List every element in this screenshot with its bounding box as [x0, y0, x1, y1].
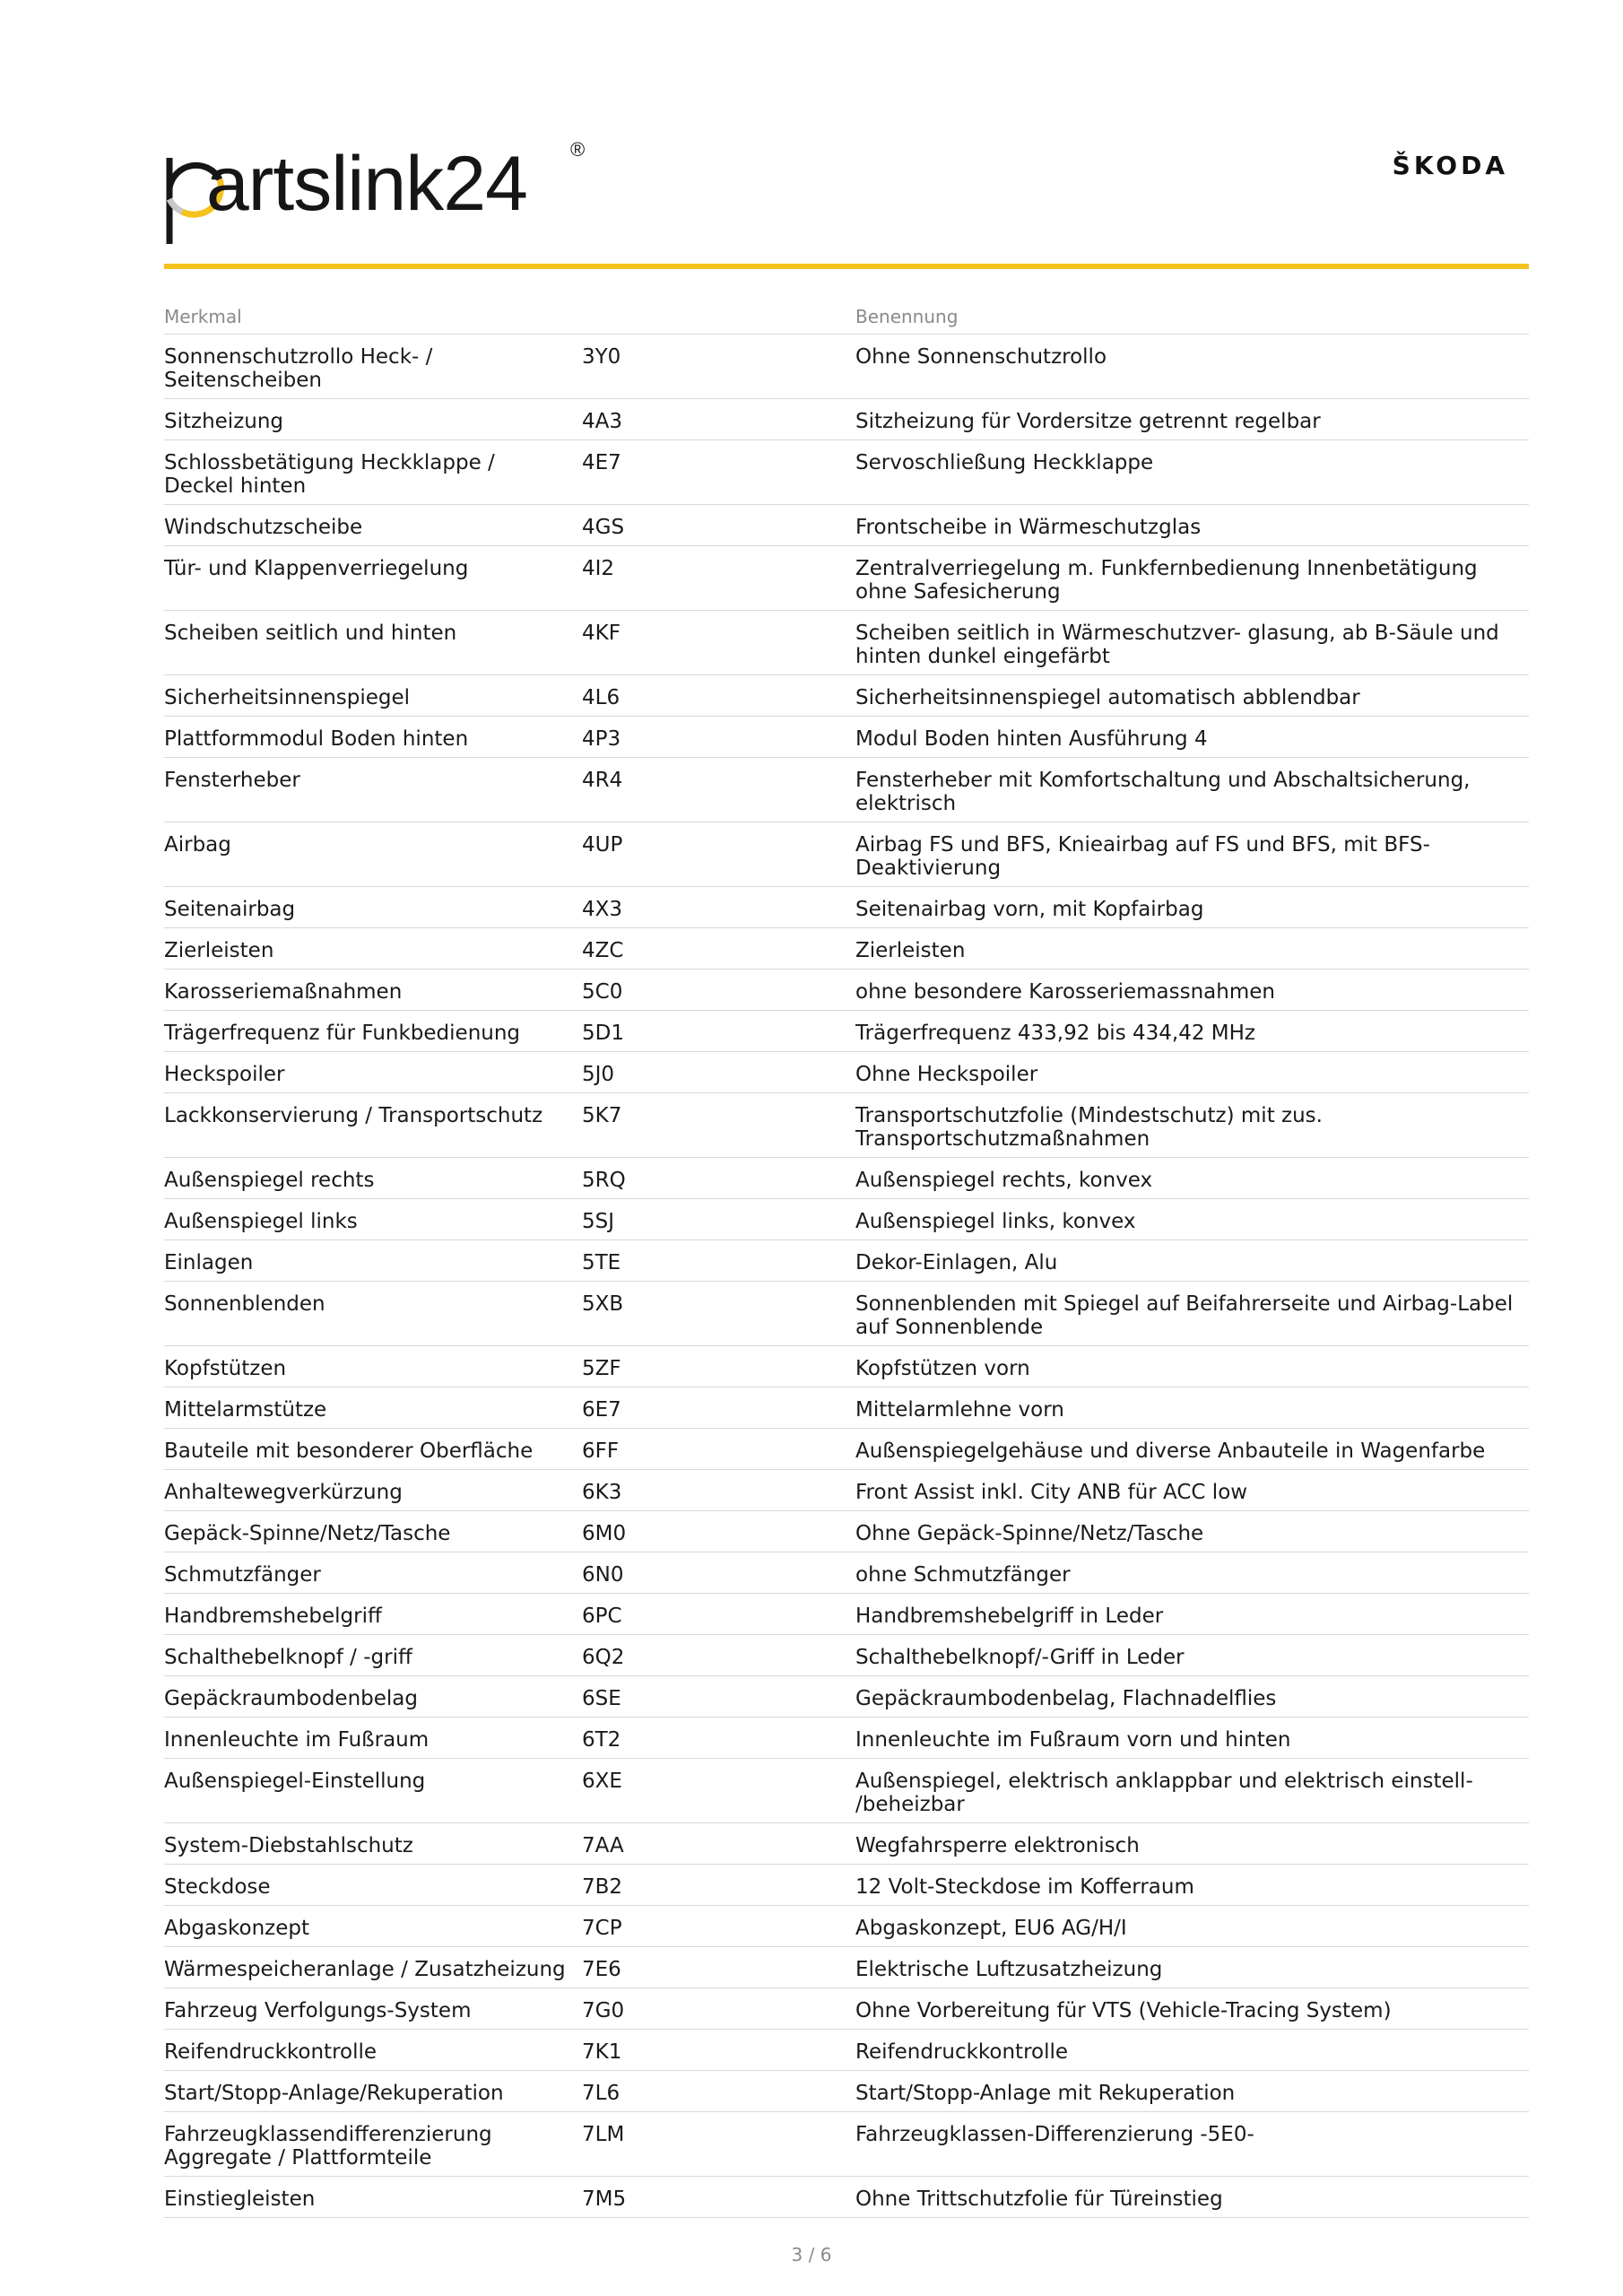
code-cell: 4KF: [582, 622, 621, 645]
feature-cell: Außenspiegel rechts: [164, 1169, 375, 1192]
code-cell: 5RQ: [582, 1169, 626, 1192]
table-row: [164, 2030, 1529, 2071]
brand-name: ŠKODA: [1392, 151, 1508, 180]
table-row: [164, 2112, 1529, 2177]
feature-cell: Abgaskonzept: [164, 1917, 309, 1940]
code-cell: 5C0: [582, 980, 623, 1004]
table-row: [164, 546, 1529, 611]
description-cell: Sitzheizung für Vordersitze getrennt regelbar: [855, 410, 1321, 433]
description-cell: Handbremshebelgriff in Leder: [855, 1605, 1164, 1628]
description-cell: Fahrzeugklassen-Differenzierung -5E0-: [855, 2123, 1254, 2146]
table-row: [164, 1906, 1529, 1947]
page-number: 3 / 6: [791, 2244, 832, 2266]
feature-cell: Fahrzeugklassendifferenzierung Aggregate / Plattformteile: [164, 2123, 492, 2170]
logo-text: artslink24: [205, 141, 527, 227]
table-row: [164, 1823, 1529, 1865]
code-cell: 4E7: [582, 451, 621, 474]
feature-cell: Sonnenblenden: [164, 1292, 325, 1316]
description-cell: Dekor-Einlagen, Alu: [855, 1251, 1058, 1274]
code-cell: 6E7: [582, 1398, 621, 1422]
code-cell: 7M5: [582, 2187, 627, 2211]
code-cell: 5XB: [582, 1292, 624, 1316]
feature-cell: Plattformmodul Boden hinten: [164, 727, 469, 751]
table-body: [164, 335, 1529, 2218]
description-cell: 12 Volt-Steckdose im Kofferraum: [855, 1875, 1194, 1899]
description-cell: Front Assist inkl. City ANB für ACC low: [855, 1481, 1248, 1504]
table-row: [164, 1635, 1529, 1676]
description-cell: Start/Stopp-Anlage mit Rekuperation: [855, 2082, 1236, 2105]
description-cell: Außenspiegelgehäuse und diverse Anbauteile in Wagenfarbe: [855, 1439, 1486, 1463]
table-row: [164, 1346, 1529, 1387]
feature-cell: Start/Stopp-Anlage/Rekuperation: [164, 2082, 504, 2105]
description-cell: Ohne Vorbereitung für VTS (Vehicle-Tracing System): [855, 1999, 1392, 2022]
code-cell: 5SJ: [582, 1210, 615, 1233]
description-cell: Seitenairbag vorn, mit Kopfairbag: [855, 898, 1204, 921]
description-cell: Transportschutzfolie (Mindestschutz) mit zus. Transportschutzmaßnahmen: [855, 1104, 1323, 1151]
description-cell: Ohne Heckspoiler: [855, 1063, 1038, 1086]
code-cell: 7CP: [582, 1917, 622, 1940]
table-row: [164, 1199, 1529, 1240]
column-header-code: [582, 301, 855, 334]
feature-cell: Mittelarmstütze: [164, 1398, 327, 1422]
feature-cell: Sicherheitsinnenspiegel: [164, 686, 411, 709]
code-cell: 6M0: [582, 1522, 627, 1545]
table-row: [164, 887, 1529, 928]
description-cell: Außenspiegel links, konvex: [855, 1210, 1136, 1233]
table-row: [164, 505, 1529, 546]
table-row: [164, 1282, 1529, 1346]
table-row: [164, 399, 1529, 440]
feature-cell: Windschutzscheibe: [164, 516, 363, 539]
table-row: [164, 1011, 1529, 1052]
table-row: [164, 928, 1529, 970]
table-row: [164, 1387, 1529, 1429]
code-cell: 4X3: [582, 898, 623, 921]
feature-cell: Einstiegleisten: [164, 2187, 316, 2211]
description-cell: Mittelarmlehne vorn: [855, 1398, 1064, 1422]
table-row: [164, 1470, 1529, 1511]
description-cell: Modul Boden hinten Ausführung 4: [855, 727, 1208, 751]
code-cell: 6FF: [582, 1439, 620, 1463]
description-cell: Zentralverriegelung m. Funkfernbedienung Innenbetätigung ohne Safesicherung: [855, 557, 1478, 604]
feature-cell: Gepäckraumbodenbelag: [164, 1687, 418, 1710]
feature-cell: Sonnenschutzrollo Heck- / Seitenscheiben: [164, 345, 433, 392]
table-row: [164, 1988, 1529, 2030]
table-row: [164, 1676, 1529, 1718]
description-cell: Scheiben seitlich in Wärmeschutzver- glasung, ab B-Säule und hinten dunkel eingefärbt: [855, 622, 1499, 668]
table-row: [164, 440, 1529, 505]
description-cell: Fensterheber mit Komfortschaltung und Abschaltsicherung, elektrisch: [855, 769, 1471, 815]
code-cell: 3Y0: [582, 345, 621, 369]
feature-cell: Zierleisten: [164, 939, 274, 962]
code-cell: 5J0: [582, 1063, 615, 1086]
description-cell: Ohne Sonnenschutzrollo: [855, 345, 1107, 369]
table-row: [164, 675, 1529, 717]
header-accent-rule: [164, 264, 1529, 269]
code-cell: 5D1: [582, 1022, 624, 1045]
description-cell: Außenspiegel rechts, konvex: [855, 1169, 1153, 1192]
description-cell: Abgaskonzept, EU6 AG/H/I: [855, 1917, 1127, 1940]
table-row: [164, 1511, 1529, 1552]
table-row: [164, 1759, 1529, 1823]
feature-cell: Innenleuchte im Fußraum: [164, 1728, 430, 1752]
column-header-feature: Merkmal: [164, 306, 242, 327]
feature-cell: Einlagen: [164, 1251, 254, 1274]
description-cell: Frontscheibe in Wärmeschutzglas: [855, 516, 1202, 539]
feature-cell: Karosseriemaßnahmen: [164, 980, 403, 1004]
description-cell: Reifendruckkontrolle: [855, 2040, 1069, 2064]
feature-cell: Schmutzfänger: [164, 1563, 321, 1587]
feature-cell: Steckdose: [164, 1875, 271, 1899]
feature-cell: Fahrzeug Verfolgungs-System: [164, 1999, 472, 2022]
table-row: [164, 758, 1529, 822]
table-header: [164, 301, 1529, 335]
code-cell: 4L6: [582, 686, 621, 709]
column-header-description: Benennung: [855, 306, 959, 327]
table-row: [164, 2177, 1529, 2218]
code-cell: 7E6: [582, 1958, 621, 1981]
feature-cell: Anhaltewegverkürzung: [164, 1481, 403, 1504]
feature-cell: Reifendruckkontrolle: [164, 2040, 378, 2064]
feature-cell: Tür- und Klappenverriegelung: [164, 557, 469, 580]
table-row: [164, 335, 1529, 399]
code-cell: 4I2: [582, 557, 615, 580]
code-cell: 5TE: [582, 1251, 621, 1274]
code-cell: 6K3: [582, 1481, 622, 1504]
description-cell: ohne Schmutzfänger: [855, 1563, 1071, 1587]
feature-cell: Wärmespeicheranlage / Zusatzheizung: [164, 1958, 566, 1981]
description-cell: Servoschließung Heckklappe: [855, 451, 1154, 474]
feature-cell: System-Diebstahlschutz: [164, 1834, 413, 1857]
code-cell: 7AA: [582, 1834, 624, 1857]
code-cell: 7L6: [582, 2082, 621, 2105]
table-row: [164, 1158, 1529, 1199]
feature-cell: Heckspoiler: [164, 1063, 285, 1086]
feature-cell: Bauteile mit besonderer Oberfläche: [164, 1439, 534, 1463]
code-cell: 6N0: [582, 1563, 624, 1587]
code-cell: 6PC: [582, 1605, 622, 1628]
code-cell: 5ZF: [582, 1357, 621, 1380]
feature-cell: Schlossbetätigung Heckklappe / Deckel hinten: [164, 451, 495, 498]
feature-cell: Seitenairbag: [164, 898, 296, 921]
feature-cell: Airbag: [164, 833, 231, 857]
description-cell: Zierleisten: [855, 939, 966, 962]
code-cell: 7G0: [582, 1999, 625, 2022]
code-cell: 4A3: [582, 410, 623, 433]
code-cell: 4ZC: [582, 939, 624, 962]
feature-cell: Lackkonservierung / Transportschutz: [164, 1104, 543, 1127]
page-header: [164, 126, 1529, 269]
features-table: [164, 301, 1529, 2218]
description-cell: Airbag FS und BFS, Knieairbag auf FS und BFS, mit BFS-Deaktivierung: [855, 833, 1430, 880]
code-cell: 4P3: [582, 727, 621, 751]
description-cell: Sicherheitsinnenspiegel automatisch abblendbar: [855, 686, 1360, 709]
code-cell: 4UP: [582, 833, 623, 857]
table-row: [164, 2071, 1529, 2112]
table-row: [164, 1718, 1529, 1759]
code-cell: 7LM: [582, 2123, 625, 2146]
code-cell: 6Q2: [582, 1646, 625, 1669]
code-cell: 5K7: [582, 1104, 622, 1127]
description-cell: Kopfstützen vorn: [855, 1357, 1030, 1380]
table-row: [164, 1552, 1529, 1594]
feature-cell: Außenspiegel links: [164, 1210, 358, 1233]
code-cell: 7B2: [582, 1875, 623, 1899]
code-cell: 6SE: [582, 1687, 621, 1710]
table-row: [164, 1093, 1529, 1158]
registered-mark: ®: [570, 138, 586, 161]
table-row: [164, 970, 1529, 1011]
feature-cell: Handbremshebelgriff: [164, 1605, 382, 1628]
table-row: [164, 1429, 1529, 1470]
feature-cell: Trägerfrequenz für Funkbedienung: [164, 1022, 521, 1045]
table-row: [164, 1052, 1529, 1093]
code-cell: 7K1: [582, 2040, 622, 2064]
code-cell: 6T2: [582, 1728, 621, 1752]
description-cell: Trägerfrequenz 433,92 bis 434,42 MHz: [855, 1022, 1255, 1045]
feature-cell: Scheiben seitlich und hinten: [164, 622, 457, 645]
table-row: [164, 822, 1529, 887]
description-cell: Innenleuchte im Fußraum vorn und hinten: [855, 1728, 1291, 1752]
description-cell: Ohne Trittschutzfolie für Türeinstieg: [855, 2187, 1223, 2211]
table-row: [164, 611, 1529, 675]
description-cell: Wegfahrsperre elektronisch: [855, 1834, 1140, 1857]
feature-cell: Kopfstützen: [164, 1357, 287, 1380]
description-cell: Ohne Gepäck-Spinne/Netz/Tasche: [855, 1522, 1204, 1545]
code-cell: 4GS: [582, 516, 625, 539]
table-row: [164, 717, 1529, 758]
description-cell: Elektrische Luftzusatzheizung: [855, 1958, 1163, 1981]
description-cell: ohne besondere Karosseriemassnahmen: [855, 980, 1275, 1004]
table-row: [164, 1947, 1529, 1988]
table-row: [164, 1865, 1529, 1906]
feature-cell: Sitzheizung: [164, 410, 284, 433]
table-row: [164, 1594, 1529, 1635]
description-cell: Außenspiegel, elektrisch anklappbar und elektrisch einstell- /beheizbar: [855, 1770, 1473, 1816]
description-cell: Gepäckraumbodenbelag, Flachnadelflies: [855, 1687, 1277, 1710]
feature-cell: Gepäck-Spinne/Netz/Tasche: [164, 1522, 451, 1545]
feature-cell: Fensterheber: [164, 769, 300, 792]
description-cell: Sonnenblenden mit Spiegel auf Beifahrerseite und Airbag-Label auf Sonnenblende: [855, 1292, 1514, 1339]
feature-cell: Außenspiegel-Einstellung: [164, 1770, 426, 1793]
table-row: [164, 1240, 1529, 1282]
code-cell: 4R4: [582, 769, 623, 792]
description-cell: Schalthebelknopf/-Griff in Leder: [855, 1646, 1185, 1669]
code-cell: 6XE: [582, 1770, 622, 1793]
feature-cell: Schalthebelknopf / -griff: [164, 1646, 412, 1669]
